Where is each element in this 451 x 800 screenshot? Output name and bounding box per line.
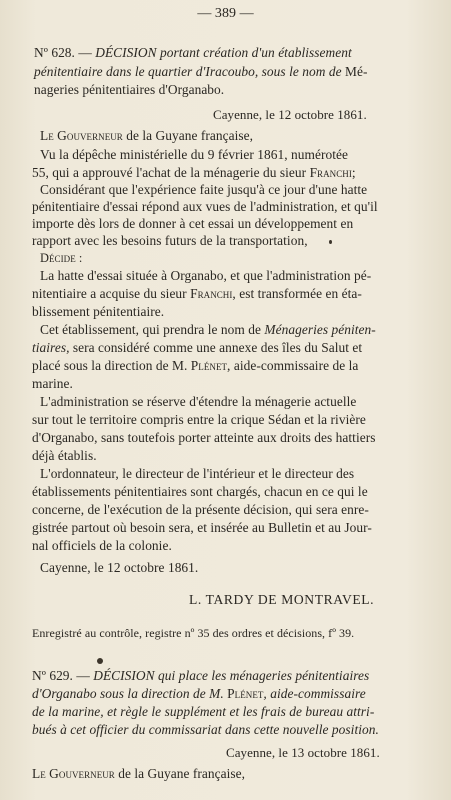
decision-628-title-line2-tail: Mé- — [341, 64, 368, 79]
ink-blot — [329, 240, 332, 244]
decision-628-heading-line3: nageries pénitentiaires d'Organabo. — [34, 82, 225, 97]
article3-line1: L'administration se réserve d'étendre la ménagerie actuelle — [40, 394, 357, 409]
decision-628-date: Cayenne, le 12 octobre 1861. — [213, 107, 367, 122]
article2-line3 — [32, 358, 358, 374]
decision-629-governor-title: Le Gouverneur — [32, 766, 115, 781]
article1-line2-name: Franchi — [190, 286, 233, 301]
article2-line1-text: Cet établissement, qui prendra le nom de — [40, 322, 265, 337]
decision-629-number: Nº 629. — [32, 668, 73, 683]
decision-629-date: Cayenne, le 13 octobre 1861. — [226, 745, 380, 760]
decision-629-heading-line3: de la marine, et règle le supplément et les frais de bureau attri- — [32, 704, 375, 719]
decision-628-dash: — — [78, 45, 92, 60]
governor-title: Le Gouverneur — [40, 128, 123, 143]
governor-rest: de la Guyane française, — [122, 128, 254, 143]
decision-629-heading-line4: bués à cet officier du commissariat dans cette nouvelle position. — [32, 722, 379, 737]
article1-line3: blissement pénitentiaire. — [32, 304, 165, 319]
considerant-line2: pénitentiaire d'essai répond aux vues de l'administration, et qu'il — [32, 199, 378, 214]
article4-line3: concerne, de l'exécution de la présente décision, qui sera enre- — [32, 502, 369, 517]
article2-line3-end: , aide-commissaire de la — [227, 358, 359, 373]
page-number: — 389 — — [197, 6, 254, 21]
decision-629-title-line2-name: Plénet — [227, 686, 264, 701]
decision-628-label: DÉCISION — [95, 45, 157, 60]
decision-628-heading-line2 — [34, 64, 367, 80]
considerant-line4: rapport avec les besoins futurs de la transportation, — [32, 233, 308, 248]
vu-line2-name: Franchi — [309, 165, 352, 180]
closing-date: Cayenne, le 12 octobre 1861. — [40, 560, 199, 575]
article1-line2-end: , est transformée en éta- — [232, 286, 362, 301]
article4-line4: gistrée partout où besoin sera, et insérée au Bulletin et au Jour- — [32, 520, 372, 535]
considerant-line3: importe dès lors de donner à cet essai un développement en — [32, 216, 354, 231]
decision-628-title-line2: pénitentiaire dans le quartier d'Iracoubo, sous le nom de — [34, 64, 342, 79]
article4-line1: L'ordonnateur, le directeur de l'intérieur et le directeur des — [40, 466, 355, 481]
decision-629-title-line1: qui place les ménageries pénitentiaires — [154, 668, 370, 683]
decision-629-dash: — — [76, 668, 90, 683]
decision-629-heading-line2 — [32, 686, 366, 702]
article3-line4: déjà établis. — [32, 448, 97, 463]
article2-line1 — [40, 322, 376, 338]
article4-line2: établissements pénitentiaires sont chargés, chacun en ce qui le — [32, 484, 368, 499]
decision-628-heading-line1 — [34, 45, 352, 61]
vu-line2 — [32, 165, 356, 181]
article1-line2-text: nitentiaire a acquise du sieur — [32, 286, 191, 301]
considerant-line1: Considérant que l'expérience faite jusqu'à ce jour d'une hatte — [40, 182, 368, 197]
article1-line1: La hatte d'essai située à Organabo, et que l'administration pé- — [40, 268, 372, 283]
decision-629-heading-line1 — [32, 668, 369, 684]
ink-blot — [97, 658, 103, 664]
article2-line1-italic: Ménageries péniten- — [264, 322, 376, 337]
decision-629-title-line2-text: d'Organabo sous la direction de M. — [32, 686, 228, 701]
article2-line3-name: Plénet — [190, 358, 228, 373]
article2-line2-italic: tiaires, — [32, 340, 70, 355]
article2-line2 — [32, 340, 362, 356]
vu-line1: Vu la dépêche ministérielle du 9 février 1861, numérotée — [40, 147, 349, 162]
decision-628-title-line1: portant création d'un établissement — [156, 45, 352, 60]
article2-line4: marine. — [32, 376, 73, 391]
article3-line3: d'Organabo, sans toutefois porter atteinte aux droits des hattiers — [32, 430, 376, 445]
decision-629-title-line2-end: , aide-commissaire — [263, 686, 366, 701]
article3-line2: sur tout le territoire compris entre la crique Sédan et la rivière — [32, 412, 366, 427]
governor-line — [40, 128, 253, 144]
article4-line5: nal officiels de la colonie. — [32, 538, 172, 553]
vu-line2-end: ; — [351, 165, 356, 180]
signature: L. TARDY DE MONTRAVEL. — [189, 592, 375, 607]
decision-629-governor-line — [32, 766, 245, 782]
registration-note: Enregistré au contrôle, registre nº 35 des ordres et décisions, fº 39. — [32, 626, 355, 640]
article1-line2 — [32, 286, 362, 302]
decision-628-number: Nº 628. — [34, 45, 75, 60]
decision-629-label: DÉCISION — [93, 668, 155, 683]
vu-line2-text: 55, qui a approuvé l'achat de la ménagerie du sieur — [32, 165, 310, 180]
decide-label: Décide : — [40, 251, 83, 265]
decision-629-governor-rest: de la Guyane française, — [114, 766, 246, 781]
article2-line3-text: placé sous la direction de M. — [32, 358, 191, 373]
article2-line2-text: sera considéré comme une annexe des îles du Salut et — [69, 340, 363, 355]
